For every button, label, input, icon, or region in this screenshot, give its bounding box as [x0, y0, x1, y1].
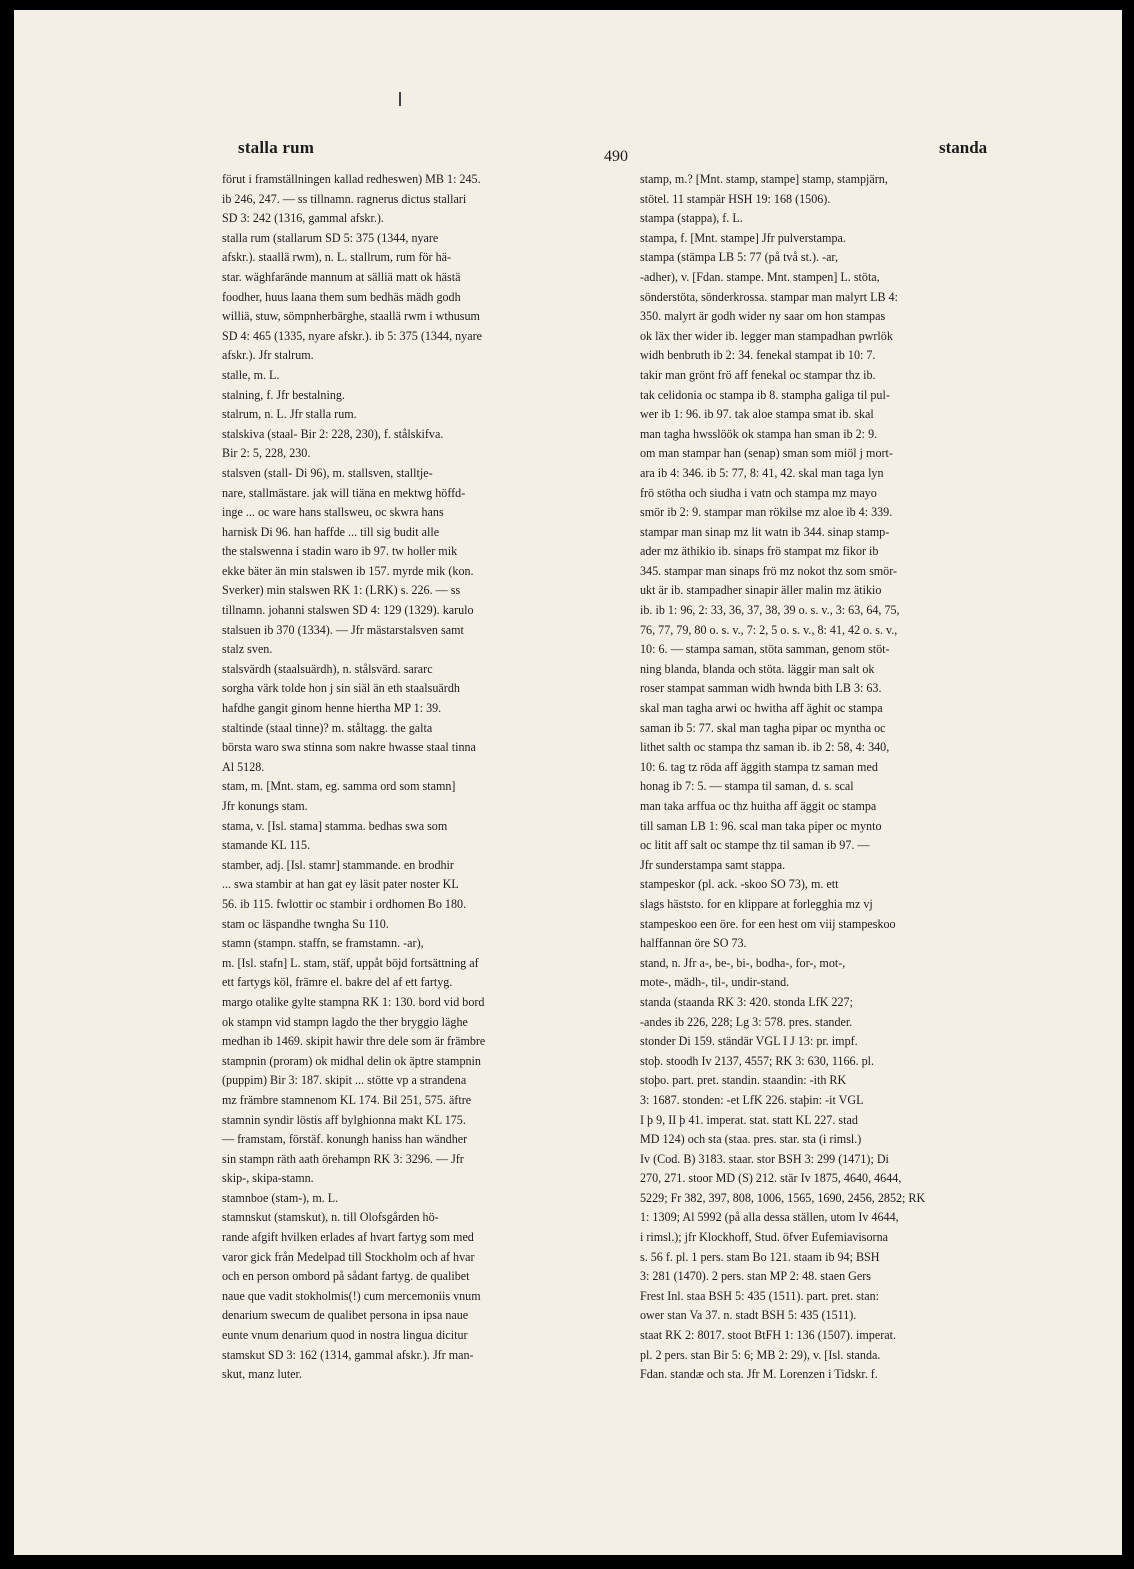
entry-line: man tagha hwsslöök ok stampa han sman ib 2: 9.: [640, 426, 878, 441]
entry-line: oc litit aff salt oc stampe thz til saman ib 97. —: [640, 838, 870, 853]
left-column: [222, 170, 626, 1385]
entry-line: stamande KL 115.: [222, 838, 311, 853]
entry-line: man taka arffua oc thz huitha aff äggit oc stampa: [640, 799, 877, 813]
entry-line: ukt är ib. stampadher sinapir äller malin mz ätikio: [640, 583, 882, 598]
page-number: 490: [604, 148, 628, 165]
entry-line: stamnboe (stam-), m. L.: [222, 1190, 339, 1205]
entry-line: lithet salth oc stampa thz saman ib. ib 2: 58, 4: 340,: [640, 740, 890, 755]
entry-line: 5229; Fr 382, 397, 808, 1006, 1565, 1690, 2456, 2852; RK: [640, 1190, 926, 1205]
entry-line: harnisk Di 96. han haffde ... till sig budit alle: [222, 524, 440, 539]
entry-line: 345. stampar man sinaps frö mz nokot thz som smör-: [640, 563, 898, 578]
entry-line: SD 4: 465 (1335, nyare afskr.). ib 5: 375 (1344, nyare: [222, 328, 482, 343]
entry-line: Sverker) min stalswen RK 1: (LRK) s. 226. — ss: [222, 583, 461, 598]
entry-line: wer ib 1: 96. ib 97. tak aloe stampa smat ib. skal: [640, 407, 874, 422]
entry-line: stampeskoo een öre. for een hest om viij stampeskoo: [640, 916, 896, 931]
entry-line: SD 3: 242 (1316, gammal afskr.).: [222, 211, 384, 226]
entry-line: stalrum, n. L. Jfr stalla rum.: [222, 407, 357, 422]
entry-line: I þ 9, II þ 41. imperat. stat. statt KL 227. stad: [640, 1112, 858, 1127]
entry-line: stamp, m.? [Mnt. stamp, stampe] stamp, stampjärn,: [640, 172, 888, 186]
entry-line: staat RK 2: 8017. stoot BtFH 1: 136 (1507). imperat.: [640, 1328, 896, 1343]
entry-line: skut, manz luter.: [222, 1367, 302, 1382]
running-head-right: standa: [939, 138, 988, 157]
entry-line: stalning, f. Jfr bestalning.: [222, 387, 345, 402]
entry-line: foodher, huus laana them sum bedhäs mädh godh: [222, 289, 461, 304]
entry-line: stalsvärdh (staalsuärdh), n. stålsvärd. sararc: [222, 661, 433, 676]
entry-line: mz främbre stamnenom KL 174. Bil 251, 575. äftre: [222, 1092, 472, 1107]
entry-line: skal man tagha arwi oc hwitha aff äghit oc stampa: [640, 701, 883, 716]
entry-line: 1: 1309; Al 5992 (på alla dessa ställen, utom Iv 4644,: [640, 1210, 899, 1225]
entry-line: inge ... oc ware hans stallsweu, oc skwra hans: [222, 505, 444, 520]
entry-line: skip-, skipa-stamn.: [222, 1171, 314, 1186]
margin-mark: [399, 92, 401, 106]
entry-line: rande afgift hvilken erlades af hvart fartyg som med: [222, 1230, 474, 1245]
entry-line: stalsven (stall- Di 96), m. stallsven, stalltje-: [222, 465, 433, 480]
entry-line: till saman LB 1: 96. scal man taka piper oc mynto: [640, 818, 882, 833]
entry-line: stalle, m. L.: [222, 367, 280, 382]
entry-line: slags häststo. for en klippare at forlegghia mz vj: [640, 896, 873, 911]
entry-line: m. [Isl. stafn] L. stam, stäf, uppåt böjd fortsättning af: [222, 955, 479, 970]
entry-line: ib 246, 247. — ss tillnamn. ragnerus dictus stallari: [222, 191, 467, 206]
entry-line: om man stampar han (senap) sman som miöl j mort-: [640, 446, 893, 461]
entry-line: Fdan. standæ och sta. Jfr M. Lorenzen i Tidskr. f.: [640, 1367, 878, 1382]
entry-line: mote-, mädh-, til-, undir-stand.: [640, 975, 790, 990]
entry-line: (puppim) Bir 3: 187. skipit ... stötte vp a strandena: [222, 1073, 467, 1088]
entry-line: sin stampn räth aath örehampn RK 3: 3296. — Jfr: [222, 1151, 464, 1166]
entry-line: williä, stuw, sömpnherbärghe, staallä rwm i wthusum: [222, 309, 480, 324]
entry-line: sorgha värk tolde hon j sin siäl än eth staalsuärdh: [222, 681, 460, 696]
entry-line: star. wäghfarände mannum at sälliä matt ok hästä: [222, 269, 461, 284]
entry-line: widh benbruth ib 2: 34. fenekal stampat ib 10: 7.: [640, 348, 876, 363]
entry-line: 350. malyrt är godh wider ny saar om hon stampas: [640, 309, 886, 324]
entry-line: -andes ib 226, 228; Lg 3: 578. pres. stander.: [640, 1014, 853, 1029]
entry-line: stalla rum (stallarum SD 5: 375 (1344, nyare: [222, 230, 439, 245]
entry-line: 56. ib 115. fwlottir oc stambir i ordhomen Bo 180.: [222, 896, 467, 911]
entry-line: s. 56 f. pl. 1 pers. stam Bo 121. staam ib 94; BSH: [640, 1249, 880, 1264]
entry-line: standa (staanda RK 3: 420. stonda LfK 227;: [640, 994, 853, 1009]
entry-line: Bir 2: 5, 228, 230.: [222, 446, 311, 461]
entry-line: stamn (stampn. staffn, se framstamn. -ar),: [222, 936, 424, 951]
entry-line: Frest Inl. staa BSH 5: 435 (1511). part. pret. stan:: [640, 1288, 880, 1303]
entry-line: hafdhe gangit ginom henne hiertha MP 1: 39.: [222, 701, 442, 716]
entry-line: halffannan öre SO 73.: [640, 936, 747, 951]
entry-line: honag ib 7: 5. — stampa til saman, d. s. scal: [640, 779, 854, 794]
entry-line: ekke bäter än min stalswen ib 157. myrde mik (kon.: [222, 563, 474, 578]
entry-line: stampnin (proram) ok midhal delin ok äptre stampnin: [222, 1053, 481, 1068]
entry-line: stalskiva (staal- Bir 2: 228, 230), f. stålskifva.: [222, 426, 444, 441]
entry-line: ning blanda, blanda och stöta. läggir man salt ok: [640, 661, 875, 676]
entry-line: stoþo. part. pret. standin. staandin: -ith RK: [640, 1073, 847, 1088]
entry-line: frö stötha och siudha i vatn och stampa mz mayo: [640, 485, 877, 500]
entry-line: stama, v. [Isl. stama] stamma. bedhas swa som: [222, 818, 448, 833]
entry-line: stampeskor (pl. ack. -skoo SO 73), m. ett: [640, 877, 839, 892]
entry-line: MD 124) och sta (staa. pres. star. sta (i rimsl.): [640, 1132, 862, 1147]
entry-line: stand, n. Jfr a-, be-, bi-, bodha-, for-, mot-,: [640, 955, 846, 970]
right-column: [640, 170, 1036, 1385]
entry-line: Al 5128.: [222, 759, 265, 774]
entry-line: varor gick från Medelpad till Stockholm och af hvar: [222, 1249, 475, 1264]
entry-line: 10: 6. — stampa saman, stöta samman, genom stöt-: [640, 642, 890, 657]
running-head-left: stalla rum: [238, 138, 315, 157]
entry-line: stalz sven.: [222, 642, 273, 657]
entry-line: Jfr sunderstampa samt stappa.: [640, 857, 786, 872]
entry-line: 10: 6. tag tz röda aff äggith stampa tz saman med: [640, 759, 878, 774]
entry-line: Iv (Cod. B) 3183. staar. stor BSH 3: 299 (1471); Di: [640, 1151, 889, 1166]
entry-line: takir man grönt frö aff fenekal oc stampar thz ib.: [640, 367, 876, 382]
entry-line: roser stampat samman widh hwnda bith LB 3: 63.: [640, 681, 882, 696]
entry-line: ib. ib 1: 96, 2: 33, 36, 37, 38, 39 o. s. v., 3: 63, 64, 75,: [640, 603, 900, 618]
entry-line: 3: 1687. stonden: -et LfK 226. staþin: -it VGL: [640, 1092, 864, 1107]
entry-line: stam oc läspandhe twngha Su 110.: [222, 916, 389, 931]
entry-line: staltinde (staal tinne)? m. ståltagg. the galta: [222, 720, 433, 735]
entry-line: ower stan Va 37. n. stadt BSH 5: 435 (1511).: [640, 1308, 857, 1323]
entry-line: — framstam, förstäf. konungh haniss han wändher: [222, 1132, 468, 1147]
entry-line: stam, m. [Mnt. stam, eg. samma ord som stamn]: [222, 779, 456, 794]
entry-line: nare, stallmästare. jak will tiäna en mektwg höffd-: [222, 485, 466, 500]
entry-line: ett fartygs köl, främre el. bakre del af ett fartyg.: [222, 975, 453, 990]
entry-line: the stalswenna i stadin waro ib 97. tw holler mik: [222, 544, 458, 559]
entry-line: tak celidonia oc stampa ib 8. stampha galiga til pul-: [640, 387, 890, 402]
entry-line: stonder Di 159. ständär VGL I J 13: pr. impf.: [640, 1034, 858, 1049]
entry-line: stalsuen ib 370 (1334). — Jfr mästarstalsven samt: [222, 622, 464, 637]
entry-line: naue que vadit stokholmis(!) cum mercemoniis vnum: [222, 1288, 481, 1303]
entry-line: börsta waro swa stinna som nakre hwasse staal tinna: [222, 740, 476, 755]
entry-line: stampa, f. [Mnt. stampe] Jfr pulverstampa.: [640, 230, 846, 245]
entry-line: stampa (stappa), f. L.: [640, 211, 743, 226]
entry-line: ader mz äthikio ib. sinaps frö stampat mz fikor ib: [640, 544, 879, 559]
entry-line: medhan ib 1469. skipit hawir thre dele som är främbre: [222, 1034, 486, 1049]
entry-line: ok läx ther wider ib. legger man stampadhan pwrlök: [640, 328, 893, 343]
entry-line: i rimsl.); jfr Klockhoff, Stud. öfver Eufemiavisorna: [640, 1230, 888, 1245]
entry-line: stampa (stämpa LB 5: 77 (på två st.). -ar,: [640, 250, 838, 265]
entry-line: afskr.). staallä rwm), n. L. stallrum, rum för hä-: [222, 250, 452, 265]
entry-line: ok stampn vid stampn lagdo the ther bryggio läghe: [222, 1014, 468, 1029]
entry-line: ara ib 4: 346. ib 5: 77, 8: 41, 42. skal man taga lyn: [640, 465, 884, 480]
entry-line: pl. 2 pers. stan Bir 5: 6; MB 2: 29), v. [Isl. standa.: [640, 1347, 881, 1362]
entry-line: stampar man sinap mz lit watn ib 344. sinap stamp-: [640, 524, 890, 539]
entry-line: stamskut SD 3: 162 (1314, gammal afskr.). Jfr man-: [222, 1347, 474, 1362]
entry-line: tillnamn. johanni stalswen SD 4: 129 (1329). karulo: [222, 603, 474, 618]
entry-line: stoþ. stoodh Iv 2137, 4557; RK 3: 630, 1166. pl.: [640, 1053, 875, 1068]
entry-line: denarium swecum de qualibet persona in ipsa naue: [222, 1308, 469, 1323]
entry-line: ... swa stambir at han gat ey läsit pater noster KL: [222, 877, 459, 892]
entry-line: smör ib 2: 9. stampar man rökilse mz aloe ib 4: 339.: [640, 505, 893, 520]
entry-line: förut i framställningen kallad redheswen) MB 1: 245.: [222, 172, 481, 186]
entry-line: -adher), v. [Fdan. stampe. Mnt. stampen] L. stöta,: [640, 269, 880, 284]
entry-line: 3: 281 (1470). 2 pers. stan MP 2: 48. staen Gers: [640, 1269, 871, 1284]
entry-line: margo otalike gylte stampna RK 1: 130. bord vid bord: [222, 994, 485, 1009]
entry-line: eunte vnum denarium quod in nostra lingua dicitur: [222, 1328, 468, 1343]
entry-line: stötel. 11 stampär HSH 19: 168 (1506).: [640, 191, 831, 206]
entry-line: sönderstöta, sönderkrossa. stampar man malyrt LB 4:: [640, 289, 898, 304]
dictionary-page: [14, 10, 1122, 1555]
entry-line: och en person ombord på sådant fartyg. de qualibet: [222, 1269, 470, 1284]
entry-line: 270, 271. stoor MD (S) 212. stär Iv 1875, 4640, 4644,: [640, 1171, 902, 1186]
entry-line: stamnskut (stamskut), n. till Olofsgården hö-: [222, 1210, 439, 1225]
entry-line: stamnin syndir löstis aff bylghionna makt KL 175.: [222, 1112, 466, 1127]
entry-line: 76, 77, 79, 80 o. s. v., 7: 2, 5 o. s. v., 8: 41, 42 o. s. v.,: [640, 622, 898, 637]
entry-line: afskr.). Jfr stalrum.: [222, 348, 314, 363]
entry-line: stamber, adj. [Isl. stamr] stammande. en brodhir: [222, 857, 454, 872]
entry-line: Jfr konungs stam.: [222, 799, 308, 813]
entry-line: saman ib 5: 77. skal man tagha pipar oc myntha oc: [640, 720, 886, 735]
